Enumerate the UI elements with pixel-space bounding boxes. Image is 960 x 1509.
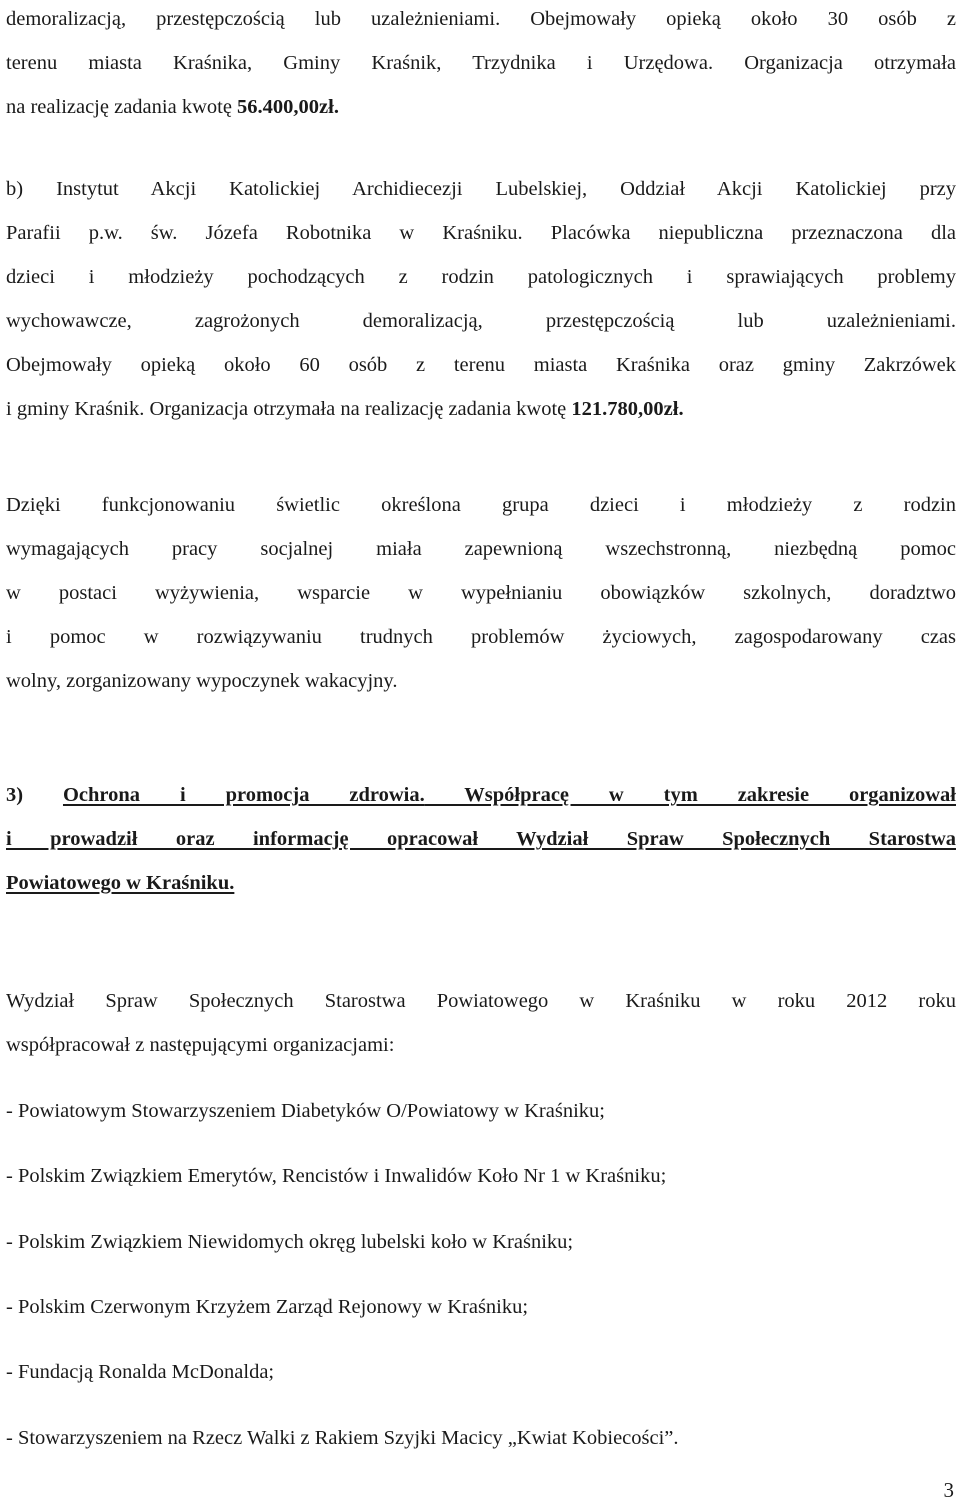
para-a-line-3 — [6, 92, 956, 122]
section-3-line-1 — [6, 780, 956, 810]
para-a-amount: 56.400,00zł. — [237, 96, 339, 118]
para-a-text: na realizację zadania kwotę — [6, 96, 238, 118]
list-item: - Polskim Związkiem Niewidomych okręg lubelski koło w Kraśniku; — [6, 1231, 574, 1253]
para-b-line-4: wychowawcze, zagrożonych demoralizacją, przestępczością lub uzależnieniami. — [6, 310, 956, 332]
para-a-line-2: terenu miasta Kraśnika, Gminy Kraśnik, Trzydnika i Urzędowa. Organizacja otrzymała — [6, 52, 956, 74]
summary-line-1: Dzięki funkcjonowaniu świetlic określona grupa dzieci i młodzieży z rodzin — [6, 494, 956, 516]
section-3-line-3-text: Powiatowego w Kraśniku. — [6, 872, 235, 894]
list-item: - Polskim Czerwonym Krzyżem Zarząd Rejonowy w Kraśniku; — [6, 1296, 529, 1318]
list-item: - Powiatowym Stowarzyszeniem Diabetyków O/Powiatowy w Kraśniku; — [6, 1100, 605, 1122]
para-b-line-2 — [6, 218, 956, 248]
section-number: 3) — [6, 784, 24, 806]
page-number: 3 — [943, 1478, 954, 1502]
intro-line-2: współpracował z następującymi organizacjami: — [6, 1034, 395, 1056]
summary-line-4: i pomoc w rozwiązywaniu trudnych problemów życiowych, zagospodarowany czas — [6, 626, 956, 648]
intro-line-1: Wydział Spraw Społecznych Starostwa Powiatowego w Kraśniku w roku 2012 roku — [6, 990, 956, 1012]
para-b-line-1: b) Instytut Akcji Katolickiej Archidiecezji Lubelskiej, Oddział Akcji Katolickiej przy — [6, 178, 956, 200]
para-b-line-5: Obejmowały opieką około 60 osób z terenu miasta Kraśnika oraz gminy Zakrzówek — [6, 354, 956, 376]
summary-line-5: wolny, zorganizowany wypoczynek wakacyjny. — [6, 670, 398, 692]
section-heading: Ochrona i promocja zdrowia. — [62, 784, 425, 806]
para-b-amount: 121.780,00zł. — [571, 398, 684, 420]
summary-line-2: wymagających pracy socjalnej miała zapewnioną wszechstronną, niezbędną pomoc — [6, 538, 956, 560]
para-b-line-6 — [6, 394, 956, 424]
para-b-text: i gminy Kraśnik. Organizacja otrzymała na realizację zadania kwotę — [6, 398, 572, 420]
list-item: - Fundacją Ronalda McDonalda; — [6, 1361, 275, 1383]
section-3-line-3 — [6, 868, 956, 898]
para-b-desc: Placówka niepubliczna przeznaczona dla — [522, 222, 956, 244]
section-heading-rest: Współpracę w tym zakresie organizował — [424, 784, 956, 806]
para-b-org-name: Parafii p.w. św. Józefa Robotnika w Kraśniku. — [6, 222, 523, 244]
section-3-line-2: i prowadził oraz informację opracował Wydział Spraw Społecznych Starostwa — [6, 828, 956, 850]
para-b-line-3: dzieci i młodzieży pochodzących z rodzin patologicznych i sprawiających problemy — [6, 266, 956, 288]
para-a-line-1: demoralizacją, przestępczością lub uzależnieniami. Obejmowały opieką około 30 osób z — [6, 8, 956, 30]
list-item: - Stowarzyszeniem na Rzecz Walki z Rakiem Szyjki Macicy „Kwiat Kobiecości”. — [6, 1427, 679, 1449]
list-item: - Polskim Związkiem Emerytów, Rencistów i Inwalidów Koło Nr 1 w Kraśniku; — [6, 1165, 667, 1187]
summary-line-3: w postaci wyżywienia, wsparcie w wypełnianiu obowiązków szkolnych, doradztwo — [6, 582, 956, 604]
